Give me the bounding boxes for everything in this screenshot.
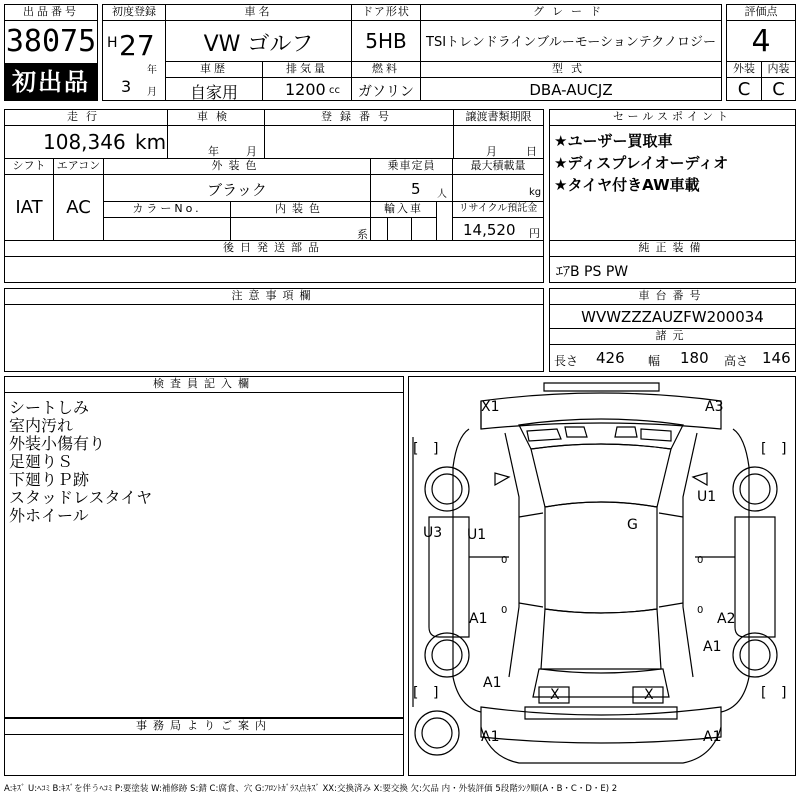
- inspector-line: 下廻りＰ跡: [9, 470, 90, 489]
- grade: TSIトレンドラインブルーモーションテクノロジー: [426, 35, 716, 50]
- grade-label: グレード: [420, 4, 722, 21]
- ac: AC: [66, 197, 91, 218]
- sales-point: ★ディスプレイオーディオ: [554, 154, 729, 172]
- inspector-line: スタッドレスタイヤ: [9, 488, 153, 507]
- model-box: [420, 77, 722, 101]
- history-box: [165, 77, 263, 101]
- reg-number-box: [264, 125, 454, 159]
- transfer-label: 譲渡書類期限: [453, 109, 544, 126]
- color-box: [103, 174, 371, 202]
- width-label: 幅: [648, 354, 661, 368]
- mark-x-rear-right: X: [644, 687, 654, 703]
- mark-a3: A3: [705, 399, 724, 415]
- inspector-line: 足廻りＳ: [9, 452, 74, 471]
- svg-text:]: ]: [781, 685, 787, 701]
- interior-grade: C: [772, 79, 785, 100]
- height: 146: [762, 349, 791, 367]
- kg-unit: kg: [529, 187, 542, 198]
- kei-unit: 系: [357, 228, 368, 241]
- fuel-label: 燃料: [351, 61, 421, 78]
- color-label: 外装色: [103, 158, 371, 175]
- model: DBA-AUCJZ: [529, 81, 613, 99]
- first-listing-text: 初出品: [12, 68, 90, 96]
- lot-number-label: 出品番号: [4, 4, 98, 21]
- sales-points-box: [549, 125, 796, 241]
- history-label: 車歴: [165, 61, 263, 78]
- person-unit: 人: [437, 189, 447, 200]
- score-label: 評価点: [726, 4, 796, 21]
- car-outline: [409, 377, 795, 775]
- yen-unit: 円: [529, 227, 540, 240]
- transfer-box: [453, 125, 544, 159]
- mark-a1-bottom-right: A1: [703, 729, 722, 745]
- equipment-box: [549, 256, 796, 283]
- displacement-label: 排気量: [262, 61, 352, 78]
- mileage: 108,346: [43, 130, 126, 154]
- inspection-label: 車検: [167, 109, 265, 126]
- inspector-line: 外装小傷有り: [9, 434, 106, 453]
- month-unit: 月: [147, 87, 157, 98]
- import-label: 輸入車: [370, 201, 437, 218]
- mark-x-rear-left: X: [550, 687, 560, 703]
- zero-mark: 0: [501, 555, 508, 566]
- shift-label: シフト: [4, 158, 54, 175]
- load-box: [452, 174, 544, 202]
- mark-a1-bottom-left: A1: [481, 729, 500, 745]
- chassis-number: WVWZZZAUZFW200034: [581, 308, 764, 326]
- length: 426: [596, 349, 625, 367]
- door-type: 5HB: [365, 29, 407, 53]
- color-no-label: カラーNo.: [103, 201, 231, 218]
- width: 180: [680, 349, 709, 367]
- notes-box: [4, 304, 544, 372]
- legend: A:ｷｽﾞ U:ﾍｺﾐ B:ｷｽﾞを伴うﾍｺﾐ P:要塗装 W:補修跡 S:錆 C:腐食、穴 G:ﾌﾛﾝﾄｶﾞﾗｽ点ｷｽﾞ XX:交換済み X:要交換 欠:欠品 内・外装評価 5段階ﾗﾝｸ順(A・B・C・D・E) 2: [4, 784, 618, 794]
- chassis-box: [549, 304, 796, 329]
- mark-x1: X1: [481, 399, 500, 415]
- interior-label: 内装: [761, 61, 796, 78]
- mark-a1-left-low: A1: [483, 675, 502, 691]
- svg-text:]: ]: [433, 441, 439, 457]
- car-name-label: 車名: [165, 4, 352, 21]
- reg-year: 27: [119, 29, 155, 62]
- equipment: ｴｱB PS PW: [556, 264, 629, 280]
- sales-point: ★ユーザー買取車: [554, 132, 673, 150]
- svg-text:[: [: [761, 685, 767, 701]
- capacity-label: 乗車定員: [370, 158, 453, 175]
- damage-diagram: [408, 376, 796, 776]
- car-name: VW ゴルフ: [203, 32, 314, 57]
- first-listing-badge: [4, 64, 98, 101]
- score-box: [726, 20, 796, 62]
- shift-box: [4, 174, 54, 241]
- svg-text:]: ]: [781, 441, 787, 457]
- mark-a1-right-mid: A1: [703, 639, 722, 655]
- chassis-label: 車台番号: [549, 288, 796, 305]
- exterior-grade: C: [737, 79, 751, 100]
- later-parts-box: [4, 256, 544, 283]
- mileage-box: [4, 125, 168, 159]
- mark-u3: U3: [423, 525, 443, 541]
- recycle: 14,520: [463, 221, 516, 239]
- mark-a2: A2: [717, 611, 736, 627]
- color: ブラック: [207, 181, 267, 199]
- lot-number: 38075: [5, 24, 97, 59]
- reg-month: 3: [121, 77, 132, 96]
- sales-point: ★タイヤ付きAW車載: [554, 176, 700, 194]
- notes-label: 注意事項欄: [4, 288, 544, 305]
- specs-box: [549, 344, 796, 372]
- inspector-line: 外ホイール: [9, 506, 89, 525]
- ac-label: エアコン: [53, 158, 104, 175]
- capacity-box: [370, 174, 453, 202]
- transfer-day-unit: 日: [526, 145, 537, 158]
- first-reg-box: [102, 20, 166, 101]
- displacement-box: [262, 77, 352, 101]
- office-label: 事務局よりご案内: [4, 718, 404, 735]
- interior-grade-box: [761, 77, 796, 101]
- load-label: 最大積載量: [452, 158, 544, 175]
- history: 自家用: [189, 83, 238, 102]
- exterior-grade-box: [726, 77, 762, 101]
- svg-text:[: [: [413, 441, 419, 457]
- year-unit: 年: [147, 65, 157, 76]
- grade-box: [420, 20, 722, 62]
- transfer-month-unit: 月: [486, 145, 497, 158]
- mark-a1-left-mid: A1: [469, 611, 488, 627]
- inspector-box: [4, 392, 404, 718]
- office-box: [4, 734, 404, 776]
- reg-number-label: 登録番号: [264, 109, 454, 126]
- height-label: 高さ: [724, 354, 749, 368]
- door-label: ドア形状: [351, 4, 421, 21]
- mark-u1-left: U1: [467, 527, 487, 543]
- capacity: 5: [411, 180, 421, 198]
- mark-u1-right: U1: [697, 489, 717, 505]
- mark-g: G: [627, 517, 638, 533]
- interior-color-box: [230, 217, 371, 241]
- svg-text:[: [: [761, 441, 767, 457]
- color-no-box: [103, 217, 231, 241]
- era: H: [107, 35, 118, 51]
- insp-year-unit: 年: [208, 145, 219, 158]
- cc-unit: cc: [329, 85, 340, 96]
- inspection-box: [167, 125, 265, 159]
- exterior-label: 外装: [726, 61, 762, 78]
- score: 4: [751, 24, 771, 59]
- svg-text:]: ]: [433, 685, 439, 701]
- recycle-label: リサイクル預託金: [452, 201, 544, 218]
- specs-label: 諸元: [549, 328, 796, 345]
- import-box: [370, 217, 437, 241]
- insp-month-unit: 月: [246, 145, 257, 158]
- mileage-label: 走行: [4, 109, 168, 126]
- svg-text:[: [: [413, 685, 419, 701]
- inspector-line: 室内汚れ: [9, 416, 74, 435]
- door-box: [351, 20, 421, 62]
- model-label: 型式: [420, 61, 722, 78]
- equipment-label: 純正装備: [549, 240, 796, 257]
- inspector-label: 検査員記入欄: [4, 376, 404, 393]
- shift: IAT: [15, 197, 43, 218]
- car-name-box: [165, 20, 352, 62]
- sales-points-label: セールスポイント: [549, 109, 796, 126]
- fuel-box: [351, 77, 421, 101]
- ac-box: [53, 174, 104, 241]
- interior-color-label: 内装色: [230, 201, 371, 218]
- fuel: ガソリン: [358, 84, 414, 100]
- displacement: 1200: [285, 80, 326, 99]
- recycle-box: [452, 217, 544, 241]
- zero-mark: 0: [501, 605, 508, 616]
- length-label: 長さ: [554, 354, 579, 368]
- lot-number-box: [4, 20, 98, 64]
- later-parts-label: 後日発送部品: [4, 240, 544, 257]
- zero-mark: 0: [697, 605, 704, 616]
- inspector-line: シートしみ: [9, 398, 90, 417]
- first-reg-label: 初度登録: [102, 4, 166, 21]
- zero-mark: 0: [697, 555, 704, 566]
- km-unit: km: [135, 130, 167, 154]
